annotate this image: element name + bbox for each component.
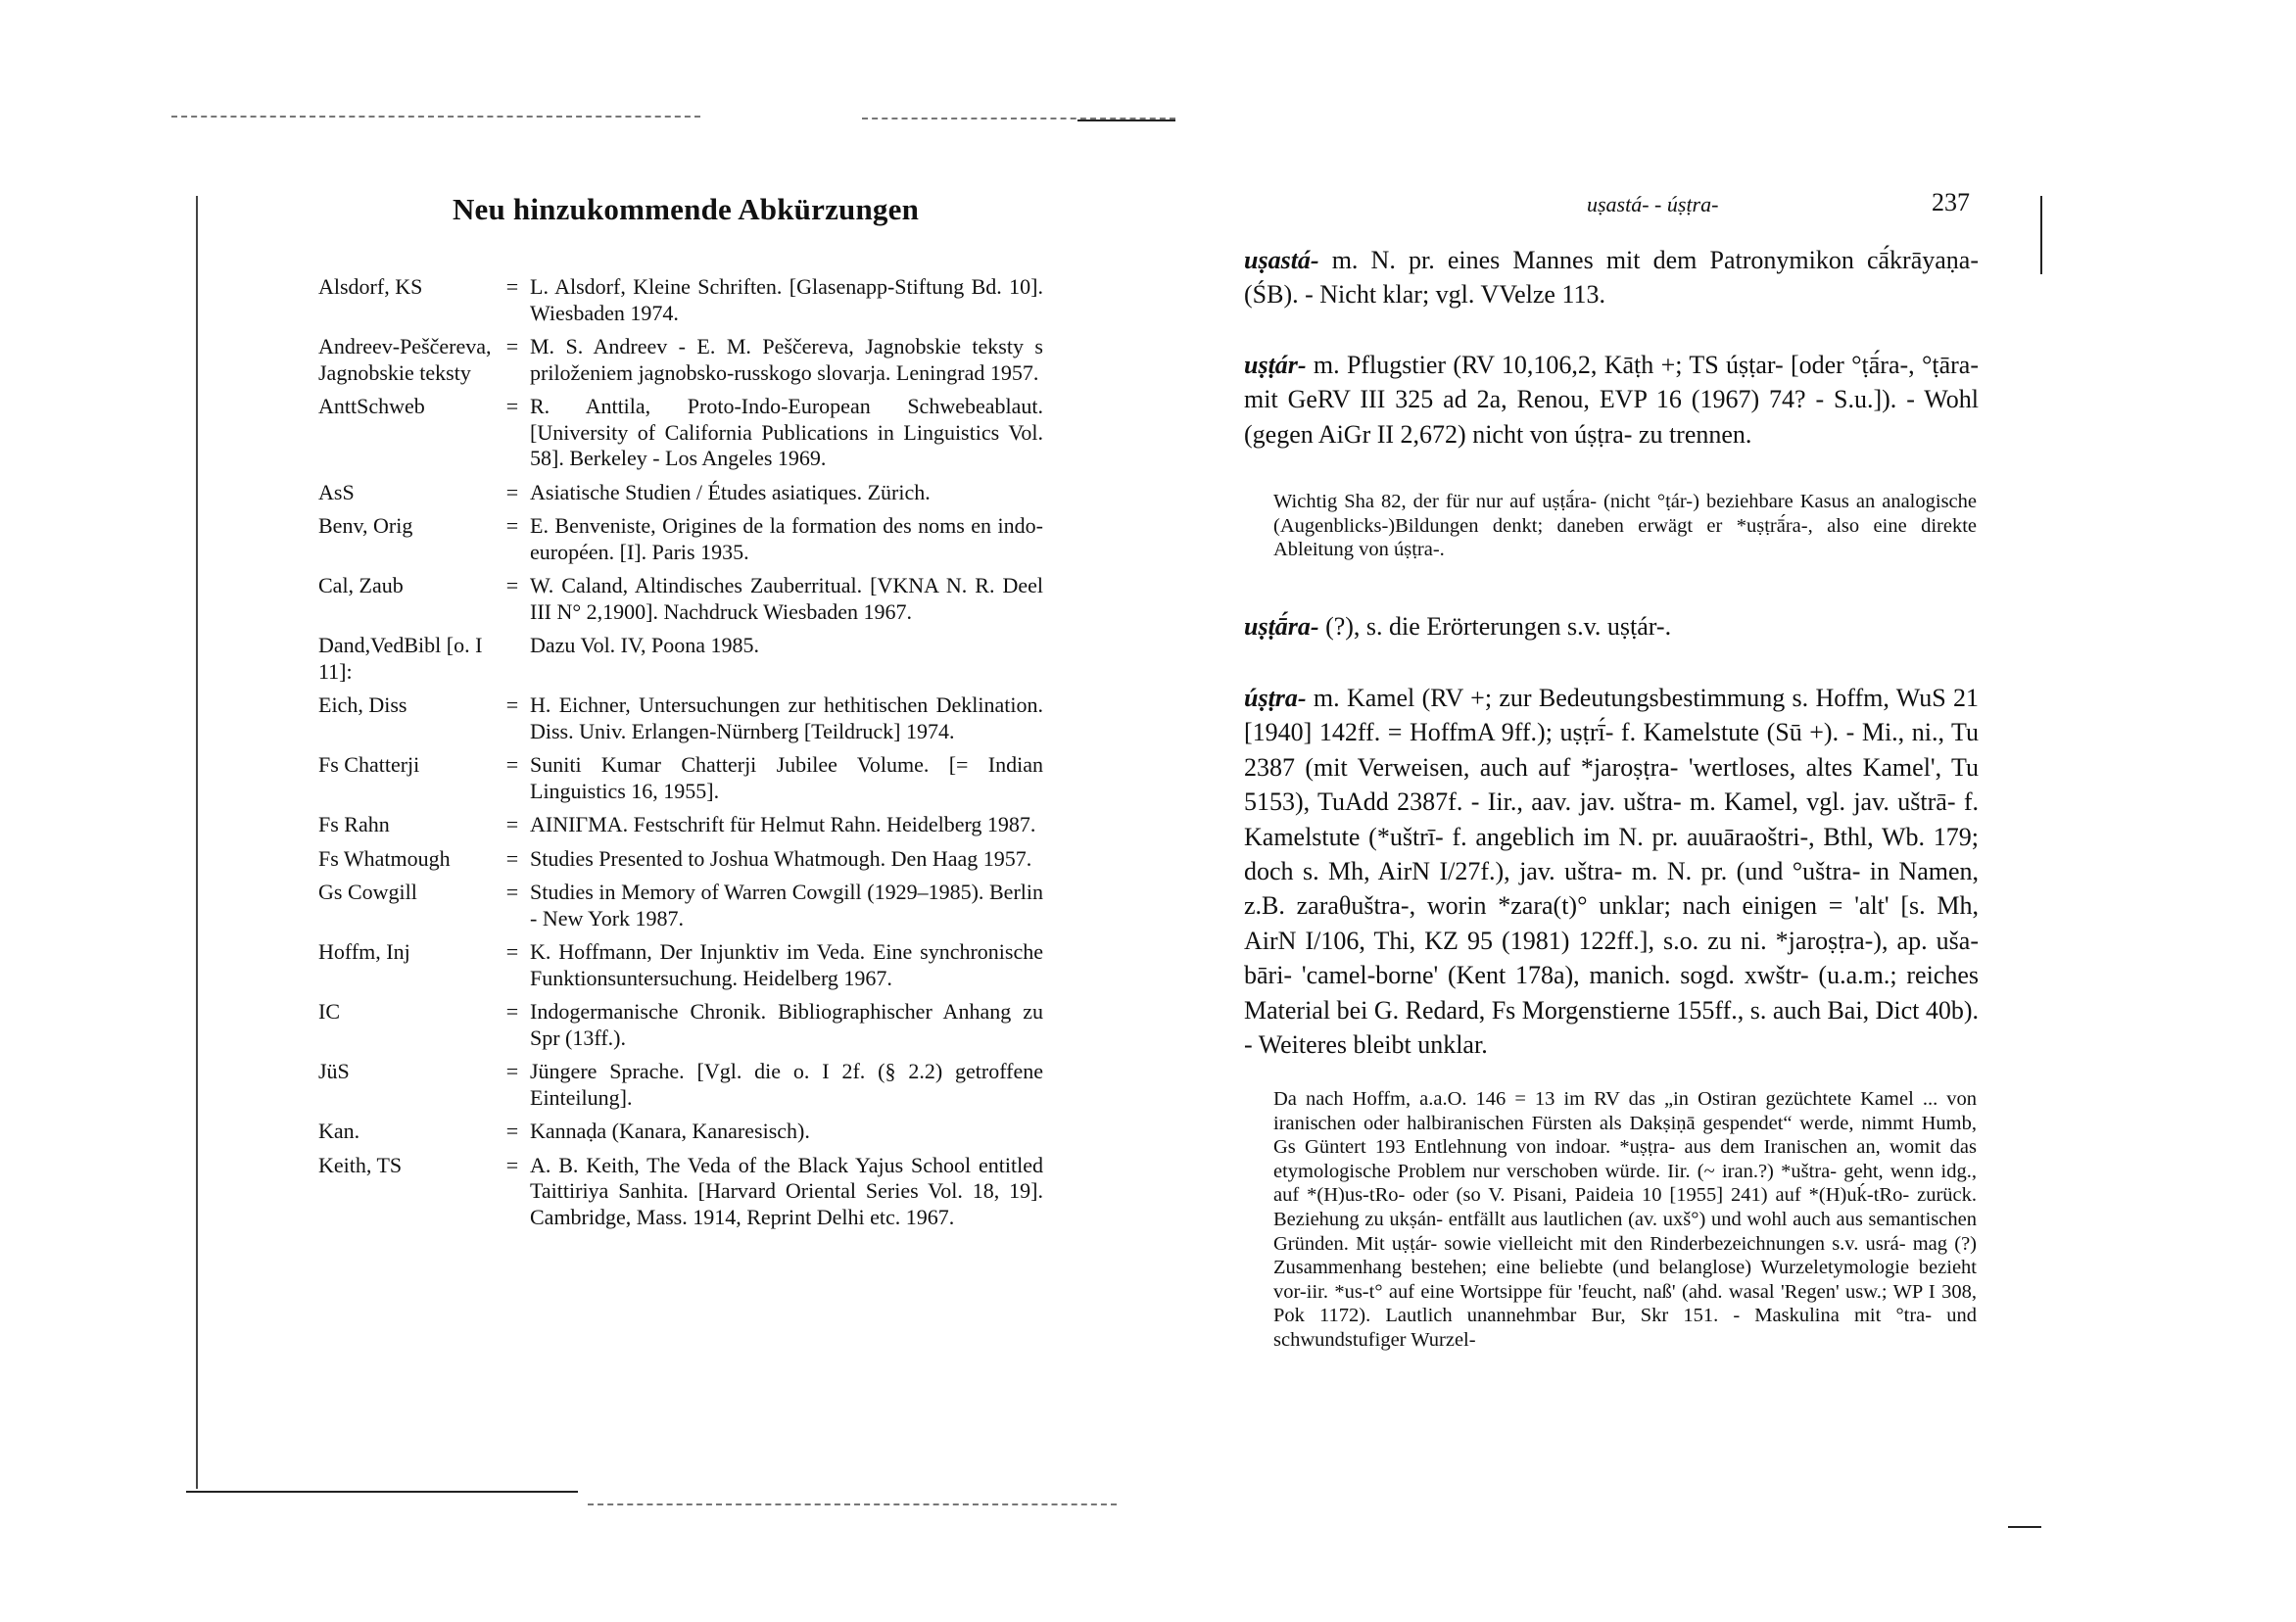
- scan-edge-right-vertical: [2040, 196, 2042, 274]
- abbreviation-definition: AINIΓMA. Festschrift für Helmut Rahn. Heidelberg 1987.: [530, 812, 1036, 836]
- entry-ustar: [1244, 348, 1979, 452]
- abbreviation-row: [318, 1059, 1043, 1111]
- abbreviation-list: [318, 274, 1043, 1238]
- abbreviation-term: Kan.: [318, 1119, 360, 1143]
- abbreviation-definition: K. Hoffmann, Der Injunktiv im Veda. Eine synchronische Funktionsuntersuchung. Heidelberg 1967.: [530, 939, 1043, 990]
- abbreviation-term: Fs Rahn: [318, 812, 390, 836]
- equals-sign: =: [505, 274, 519, 299]
- equals-sign: =: [505, 752, 519, 777]
- abbreviation-term: Fs Chatterji: [318, 752, 420, 777]
- abbreviation-term: Gs Cowgill: [318, 880, 417, 904]
- abbreviation-row: [318, 274, 1043, 326]
- scan-edge-top-right: [1077, 119, 1175, 121]
- abbreviation-definition: Suniti Kumar Chatterji Jubilee Volume. [= Indian Linguistics 16, 1955].: [530, 752, 1043, 803]
- abbreviation-term: Hoffm, Inj: [318, 939, 410, 964]
- equals-sign: =: [505, 479, 519, 504]
- abbreviation-term: IC: [318, 999, 340, 1024]
- abbreviation-row: [318, 812, 1043, 838]
- entry-text: (?), s. die Erörterungen s.v. uṣṭár-.: [1318, 612, 1672, 641]
- headword: uṣṭā́ra-: [1244, 612, 1319, 641]
- equals-sign: =: [505, 812, 519, 836]
- equals-sign: =: [505, 1152, 519, 1177]
- abbreviation-row: [318, 999, 1043, 1051]
- equals-sign: =: [505, 880, 519, 904]
- abbreviation-row: [318, 633, 1043, 685]
- abbreviation-term: AsS: [318, 479, 355, 504]
- note-ustra: Da nach Hoffm, a.a.O. 146 = 13 im RV das „in Ostiran gezüchtete Kamel ... von iranischen oder halbiranischen Fürsten als Dakṣiṇā gespendet“ werde, nimmt Humb, Gs Güntert 193 Entlehnung von indoar. *uṣṭra- aus dem Iranischen an, womit das etymologische Problem nur verschoben würde. Iir. (~ iran.?) *uštra- geht, wenn idg., auf *(H)us-tRo- oder (so V. Pisani, Paideia 10 [1955] 241) auf *(H)uḱ-tRo- zurück. Beziehung zu ukṣán- entfällt aus lautlichen (av. uxš°) und wohl auch aus semantischen Gründen. Mit uṣṭár- sowie vielleicht mit den Rinderbezeichnungen s.v. usrá- mag (?) Zusammenhang bestehen; eine beliebte (und belanglose) Wurzeletymologie bezieht vor-iir. *us-t° auf eine Wortsippe für 'feucht, naß' (ahd. wasal 'Regen' usw.; WP I 308, Pok 1172). Lautlich unannehmbar Bur, Skr 151. - Maskulina mit °tra- und schwundstufiger Wurzel-: [1273, 1088, 1977, 1351]
- abbreviation-definition: W. Caland, Altindisches Zauberritual. [VKNA N. R. Deel III N° 2,1900]. Nachdruck Wiesbaden 1967.: [530, 573, 1043, 624]
- scan-edge-bottom-left: [186, 1491, 578, 1493]
- abbreviation-term: Alsdorf, KS: [318, 274, 423, 299]
- page-number: 237: [1932, 188, 1970, 216]
- abbreviation-row: [318, 939, 1043, 991]
- abbreviation-row: [318, 573, 1043, 625]
- headword: úṣṭra-: [1244, 684, 1307, 712]
- entry-ustara: [1244, 609, 1979, 644]
- entry-text: m. Kamel (RV +; zur Bedeutungsbestimmung s. Hoffm, WuS 21 [1940] 142ff. = HoffmA 9ff.); uṣṭrī́- f. Kamelstute (Sū +). - Mi., ni., Tu 2387 (mit Verweisen, auch auf *jaroṣṭra- 'wertloses, altes Kamel', Tu 5153), TuAdd 2387f. - Iir., aav. jav. uštra- m. Kamel, vgl. jav. uštrā- f. Kamelstute (*uštrī- f. angeblich im N. pr. auuāraoštri-, Bthl, Wb. 179; doch s. Mh, AirN I/27f.), jav. uštra- m. N. pr. (und °uštra- in Namen, z.B. zaraθuštra-, worin *zara(t)° unklar; nach einigen = 'alt' [s. Mh, AirN I/106, Thi, KZ 95 (1981) 122ff.], s.o. zu ni. *jaroṣṭra-), ap. uša-bāri- 'camel-borne' (Kent 178a), manich. sogd. xwštr- (u.a.m.; reiches Material bei G. Redard, Fs Morgenstierne 155ff., s. auch Bai, Dict 40b). - Weiteres bleibt unklar.: [1244, 684, 1979, 1060]
- running-head: uṣastá- - úṣṭra-: [1587, 192, 1719, 216]
- entry-ustra: [1244, 681, 1979, 1062]
- abbreviation-row: [318, 1119, 1043, 1145]
- abbreviation-definition: Indogermanische Chronik. Bibliographischer Anhang zu Spr (13ff.).: [530, 999, 1043, 1050]
- page-title: Neu hinzukommende Abkürzungen: [452, 192, 920, 226]
- equals-sign: =: [505, 513, 519, 538]
- equals-sign: =: [505, 1119, 519, 1143]
- equals-sign: =: [505, 692, 519, 717]
- equals-sign: =: [505, 573, 519, 597]
- abbreviation-definition: Studies in Memory of Warren Cowgill (1929–1985). Berlin - New York 1987.: [530, 880, 1043, 930]
- abbreviation-term: AnttSchweb: [318, 394, 425, 418]
- entry-text: m. Pflugstier (RV 10,106,2, Kāṭh +; TS úṣṭar- [oder °ṭā́ra-, °ṭāra- mit GeRV III 325 ad 2a, Renou, EVP 16 (1967) 74? - S.u.]). - Wohl (gegen AiGr II 2,672) nicht von úṣṭra- zu trennen.: [1244, 351, 1979, 449]
- abbreviation-row: [318, 394, 1043, 472]
- abbreviation-definition: Dazu Vol. IV, Poona 1985.: [530, 633, 760, 657]
- abbreviation-definition: R. Anttila, Proto-Indo-European Schwebeablaut. [University of California Publications in Linguistics Vol. 58]. Berkeley - Los Angeles 1969.: [530, 394, 1043, 470]
- equals-sign: =: [505, 1059, 519, 1083]
- scan-edge-right-bottom-mark: [2008, 1526, 2041, 1528]
- abbreviation-term: Keith, TS: [318, 1152, 403, 1177]
- abbreviation-definition: L. Alsdorf, Kleine Schriften. [Glasenapp-Stiftung Bd. 10]. Wiesbaden 1974.: [530, 274, 1043, 325]
- entry-text: m. N. pr. eines Mannes mit dem Patronymikon cā́krāyaṇa- (ŚB). - Nicht klar; vgl. VVelze 113.: [1244, 246, 1979, 310]
- abbreviation-definition: M. S. Andreev - E. M. Peščereva, Jagnobskie teksty s priloženiem jagnobsko-russkogo slovarja. Leningrad 1957.: [530, 334, 1043, 385]
- abbreviation-term: Andreev-Peščereva, Jagnobskie teksty: [318, 334, 492, 385]
- abbreviation-term: JüS: [318, 1059, 350, 1083]
- equals-sign: =: [505, 845, 519, 871]
- equals-sign: =: [505, 394, 519, 418]
- equals-sign: =: [505, 939, 519, 964]
- abbreviation-row: [318, 513, 1043, 565]
- abbreviation-definition: Asiatische Studien / Études asiatiques. Zürich.: [530, 479, 931, 504]
- abbreviation-row: [318, 480, 1043, 506]
- abbreviation-definition: Studies Presented to Joshua Whatmough. Den Haag 1957.: [530, 845, 1032, 871]
- headword: uṣastá-: [1244, 246, 1319, 274]
- abbreviation-row: [318, 334, 1043, 386]
- equals-sign: =: [505, 334, 519, 358]
- abbreviation-definition: H. Eichner, Untersuchungen zur hethitischen Deklination. Diss. Univ. Erlangen-Nürnberg [Teildruck] 1974.: [530, 692, 1043, 743]
- abbreviation-definition: Jüngere Sprache. [Vgl. die o. I 2f. (§ 2.2) getroffene Einteilung].: [530, 1059, 1043, 1110]
- abbreviation-definition: Kannaḍa (Kanara, Kanaresisch).: [530, 1119, 810, 1143]
- abbreviation-term: Cal, Zaub: [318, 573, 404, 597]
- abbreviation-row: [318, 880, 1043, 931]
- abbreviation-term: Dand,VedBibl [o. I 11]:: [318, 633, 483, 684]
- abbreviation-term: Benv, Orig: [318, 513, 413, 538]
- scan-edge-left-vertical: [196, 196, 198, 1489]
- entry-usasta: [1244, 243, 1979, 312]
- equals-sign: =: [505, 999, 519, 1024]
- scan-edge-top-left: [171, 116, 700, 118]
- note-ustar: Wichtig Sha 82, der für nur auf uṣṭā́ra- (nicht °ṭár-) beziehbare Kasus an analogische (Augenblicks-)Bildungen denkt; daneben erwägt er *uṣṭrā́ra-, also eine direkte Ableitung von úṣṭra-.: [1273, 491, 1977, 561]
- abbreviation-definition: E. Benveniste, Origines de la formation des noms en indo-européen. [I]. Paris 1935.: [530, 513, 1043, 564]
- abbreviation-term: Fs Whatmough: [318, 845, 451, 871]
- abbreviation-row: [318, 1153, 1043, 1231]
- abbreviation-row: [318, 752, 1043, 804]
- headword: uṣṭár-: [1244, 351, 1307, 379]
- abbreviation-term: Eich, Diss: [318, 692, 407, 717]
- abbreviation-row: [318, 846, 1043, 873]
- abbreviation-definition: A. B. Keith, The Veda of the Black Yajus School entitled Taittiriya Sanhita. [Harvard Oriental Series Vol. 18, 19]. Cambridge, Mass. 1914, Reprint Delhi etc. 1967.: [530, 1152, 1043, 1229]
- scan-edge-bottom-mid: [588, 1503, 1117, 1505]
- abbreviation-row: [318, 692, 1043, 744]
